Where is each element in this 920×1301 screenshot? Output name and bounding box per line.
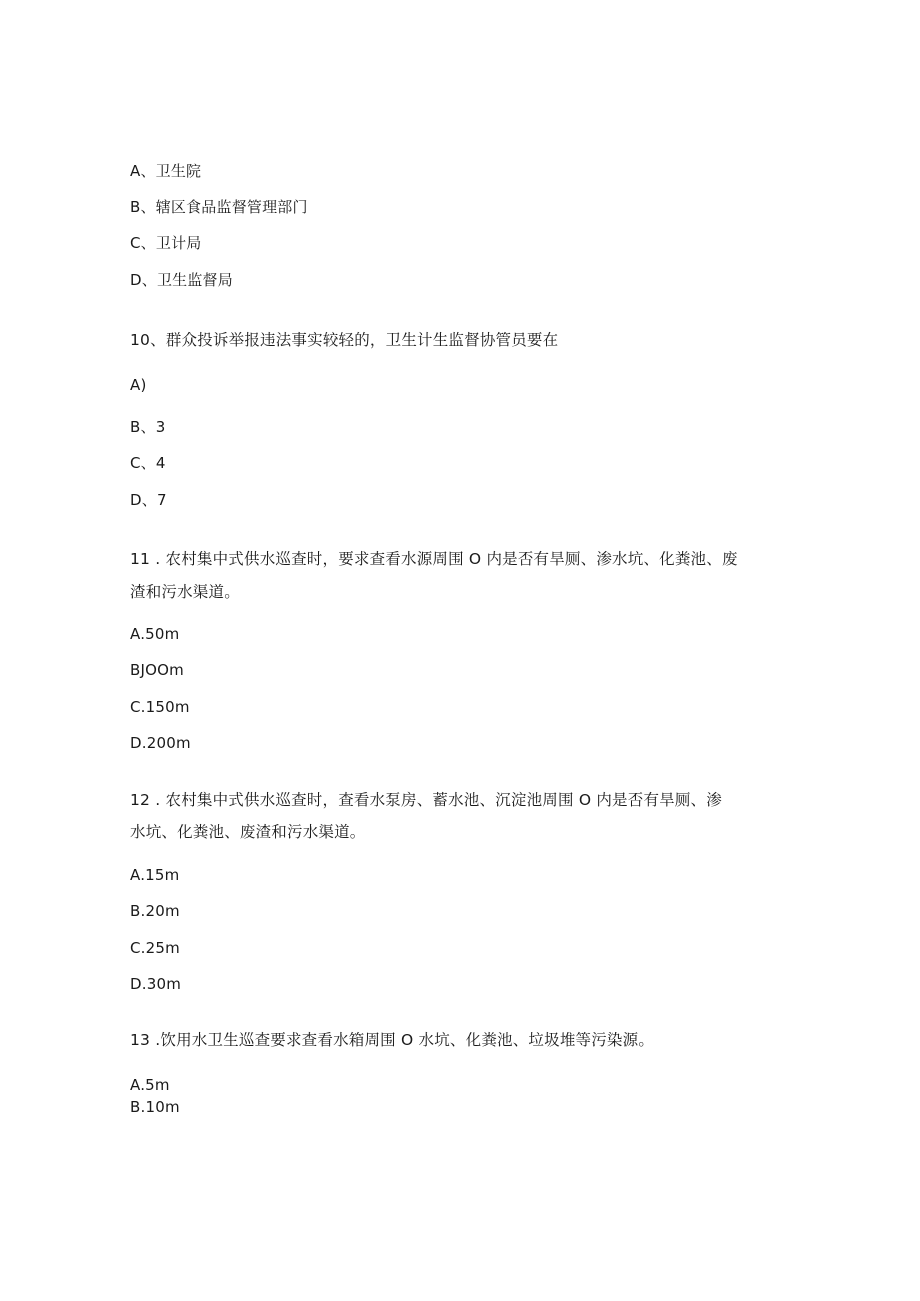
q9-option-b: B、辖区食品监督管理部门 <box>130 198 308 216</box>
q12-stem-line-1: 12 . 农村集中式供水巡查时，查看水泵房、蓄水池、沉淀池周围 O 内是否有旱厕、渗 <box>130 791 722 809</box>
q12-option-b: B.20m <box>130 902 180 920</box>
q11-option-d: D.200m <box>130 734 191 752</box>
q11-option-c: C.150m <box>130 698 190 716</box>
q10-option-b: B、3 <box>130 418 166 436</box>
q11-option-b: BJOOm <box>130 661 184 679</box>
q13-option-a: A.5m <box>130 1076 170 1094</box>
q12-stem-line-2: 水坑、化粪池、废渣和污水渠道。 <box>130 823 366 841</box>
q9-option-d: D、卫生监督局 <box>130 271 233 289</box>
q12-option-d: D.30m <box>130 975 182 993</box>
q12-option-c: C.25m <box>130 939 180 957</box>
q12-option-a: A.15m <box>130 866 180 884</box>
q11-stem-line-2: 渣和污水渠道。 <box>130 583 240 601</box>
q10-stem: 10、群众投诉举报违法事实较轻的，卫生计生监督协管员要在 <box>130 331 559 349</box>
q9-option-c: C、卫计局 <box>130 234 202 252</box>
q10-option-a: A) <box>130 376 147 394</box>
q10-option-c: C、4 <box>130 454 166 472</box>
q13-stem: 13 .饮用水卫生巡查要求查看水箱周围 O 水坑、化粪池、垃圾堆等污染源。 <box>130 1031 655 1049</box>
q13-option-b: B.10m <box>130 1098 180 1116</box>
q11-option-a: A.50m <box>130 625 180 643</box>
q9-option-a: A、卫生院 <box>130 162 202 180</box>
q10-option-d: D、7 <box>130 491 167 509</box>
q11-stem-line-1: 11 . 农村集中式供水巡查时，要求查看水源周围 O 内是否有旱厕、渗水坑、化粪池、废 <box>130 550 738 568</box>
